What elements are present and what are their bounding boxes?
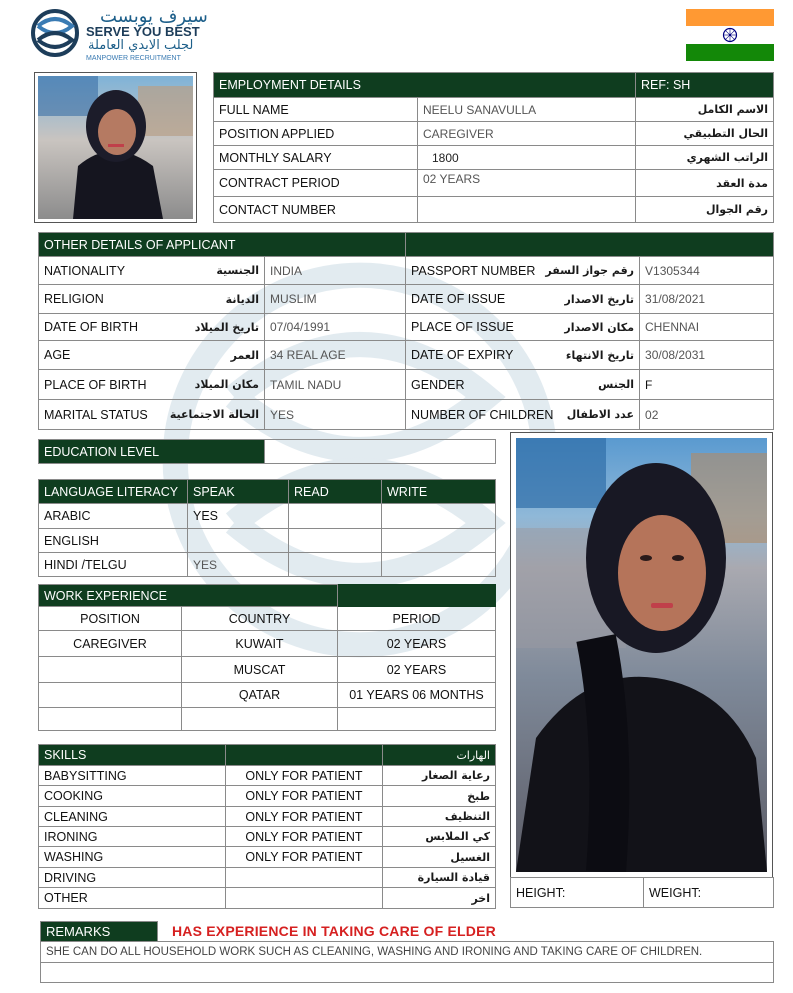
- education-label: EDUCATION LEVEL: [39, 440, 265, 464]
- applicant-photo-small: [34, 72, 197, 223]
- period-header: PERIOD: [338, 607, 496, 631]
- nationality-label: NATIONALITY: [44, 263, 126, 278]
- height-label: HEIGHT:: [511, 878, 644, 908]
- contract-value: 02 YEARS: [418, 170, 636, 197]
- contact-arabic: رقم الجوال: [636, 197, 774, 223]
- remarks-table: [40, 921, 774, 983]
- skill-name: WASHING: [39, 847, 226, 868]
- full-name-label: FULL NAME: [214, 98, 418, 122]
- place-of-issue-label: PLACE OF ISSUE: [411, 320, 514, 334]
- remarks-label: REMARKS: [41, 922, 158, 942]
- table-row: [39, 314, 774, 341]
- skill-value: ONLY FOR PATIENT: [226, 786, 383, 807]
- logo-english: SERVE YOU BEST: [86, 24, 200, 39]
- applicant-photo-large: [510, 432, 773, 878]
- contact-label: CONTACT NUMBER: [214, 197, 418, 223]
- skill-name: BABYSITTING: [39, 766, 226, 786]
- place-of-birth-arabic: مكان الميلاد: [194, 378, 259, 391]
- other-details-header-blank: [406, 233, 774, 257]
- table-row: [39, 370, 774, 400]
- table-row: [39, 827, 496, 847]
- place-of-issue-value: CHENNAI: [640, 314, 774, 341]
- language-table: [38, 479, 496, 577]
- skill-name: CLEANING: [39, 807, 226, 827]
- salary-value: 1800: [418, 146, 636, 170]
- passport-label: PASSPORT NUMBER: [411, 263, 536, 278]
- position-arabic: الحال التطبيقي: [636, 122, 774, 146]
- skill-value: [226, 888, 383, 909]
- table-row: [39, 786, 496, 807]
- age-value: 34 REAL AGE: [265, 341, 406, 370]
- employment-title: EMPLOYMENT DETAILS: [214, 73, 636, 98]
- skill-name: IRONING: [39, 827, 226, 847]
- children-value: 02: [640, 400, 774, 430]
- passport-arabic: رقم جواز السفر: [545, 264, 635, 277]
- table-row: [39, 553, 496, 577]
- table-row: [39, 888, 496, 909]
- speak-value: YES: [188, 504, 289, 529]
- table-row: [39, 341, 774, 370]
- weight-label: WEIGHT:: [644, 878, 774, 908]
- work-period: [338, 708, 496, 731]
- issue-date-arabic: تاريخ الاصدار: [564, 292, 635, 306]
- work-period: 01 YEARS 06 MONTHS: [338, 683, 496, 708]
- work-country: MUSCAT: [182, 657, 338, 683]
- full-name-value: NEELU SANAVULLA: [418, 98, 636, 122]
- table-row: [39, 657, 496, 683]
- place-of-birth-value: TAMIL NADU: [265, 370, 406, 400]
- religion-label: RELIGION: [44, 292, 104, 306]
- country-header: COUNTRY: [182, 607, 338, 631]
- language-name: ENGLISH: [39, 529, 188, 553]
- skill-arabic: الغسيل: [383, 847, 496, 868]
- logo-subtitle: MANPOWER RECRUITMENT: [86, 55, 181, 62]
- table-row: [39, 631, 496, 657]
- issue-date-label: DATE OF ISSUE: [411, 292, 506, 306]
- position-label: POSITION APPLIED: [214, 122, 418, 146]
- language-name: HINDI /TELGU: [39, 553, 188, 577]
- table-row: [39, 257, 774, 285]
- table-row: [39, 708, 496, 731]
- other-details-title: OTHER DETAILS OF APPLICANT: [39, 233, 406, 257]
- work-period: 02 YEARS: [338, 631, 496, 657]
- table-row: [39, 807, 496, 827]
- skill-value: ONLY FOR PATIENT: [226, 807, 383, 827]
- physical-table: [510, 877, 774, 908]
- skills-title: SKILLS: [39, 745, 226, 766]
- expiry-value: 30/08/2031: [640, 341, 774, 370]
- work-position: [39, 708, 182, 731]
- speak-value: YES: [188, 553, 289, 577]
- table-row: [214, 170, 774, 197]
- employment-details-table: [213, 72, 774, 223]
- read-value: [289, 504, 382, 529]
- skill-arabic: قيادة السيارة: [383, 868, 496, 888]
- speak-header: SPEAK: [188, 480, 289, 504]
- salary-arabic: الراتب الشهري: [636, 146, 774, 170]
- marital-status-value: YES: [265, 400, 406, 430]
- skills-header-blank: [226, 745, 383, 766]
- contract-arabic: مدة العقد: [636, 170, 774, 197]
- table-row: [214, 146, 774, 170]
- skill-arabic: طبخ: [383, 786, 496, 807]
- logo-arabic-top: سيرف يوبست: [100, 6, 208, 27]
- nationality-arabic: الجنسية: [216, 264, 259, 277]
- place-of-issue-arabic: مكان الاصدار: [564, 320, 635, 334]
- work-period: 02 YEARS: [338, 657, 496, 683]
- age-label: AGE: [44, 348, 71, 362]
- skill-arabic: اخر: [383, 888, 496, 909]
- skills-title-arabic: الهارات: [383, 745, 496, 766]
- table-row: [214, 122, 774, 146]
- gender-arabic: الجنس: [598, 378, 635, 391]
- education-value: [265, 440, 496, 464]
- expiry-arabic: تاريخ الانتهاء: [565, 348, 635, 362]
- skill-arabic: كي الملابس: [383, 827, 496, 847]
- language-name: ARABIC: [39, 504, 188, 529]
- marital-status-arabic: الحالة الاجتماعية: [169, 408, 259, 421]
- read-header: READ: [289, 480, 382, 504]
- speak-value: [188, 529, 289, 553]
- skill-value: ONLY FOR PATIENT: [226, 847, 383, 868]
- table-row: [39, 847, 496, 868]
- write-value: [382, 529, 496, 553]
- salary-label: MONTHLY SALARY: [214, 146, 418, 170]
- age-arabic: العمر: [230, 348, 259, 362]
- issue-date-value: 31/08/2021: [640, 285, 774, 314]
- table-row: [214, 98, 774, 122]
- position-header: POSITION: [39, 607, 182, 631]
- marital-status-label: MARITAL STATUS: [44, 407, 148, 422]
- logo-emblem-icon: [30, 8, 80, 58]
- company-logo: [30, 6, 208, 64]
- skill-value: [226, 868, 383, 888]
- work-country: [182, 708, 338, 731]
- work-position: [39, 683, 182, 708]
- gender-label: GENDER: [411, 377, 465, 392]
- remarks-blank-line: [41, 963, 774, 983]
- work-experience-title: WORK EXPERIENCE: [39, 585, 338, 607]
- dob-arabic: تاريخ الميلاد: [194, 320, 259, 334]
- education-table: [38, 439, 496, 464]
- table-row: [39, 400, 774, 430]
- read-value: [289, 553, 382, 577]
- ref-label: REF: SH: [636, 73, 774, 98]
- place-of-birth-label: PLACE OF BIRTH: [44, 377, 147, 392]
- table-row: [39, 529, 496, 553]
- table-row: [39, 285, 774, 314]
- remarks-text: SHE CAN DO ALL HOUSEHOLD WORK SUCH AS CLEANING, WASHING AND IRONING AND TAKING CARE OF CHILDREN.: [41, 942, 774, 963]
- contact-value: [418, 197, 636, 223]
- remarks-headline-cell: [158, 922, 774, 942]
- write-value: [382, 553, 496, 577]
- expiry-label: DATE OF EXPIRY: [411, 348, 514, 362]
- nationality-value: INDIA: [265, 257, 406, 285]
- dob-label: DATE OF BIRTH: [44, 320, 138, 334]
- table-row: [214, 197, 774, 223]
- skill-value: ONLY FOR PATIENT: [226, 827, 383, 847]
- work-experience-table: [38, 584, 496, 731]
- children-arabic: عدد الاطفال: [566, 408, 635, 421]
- skill-arabic: التنظيف: [383, 807, 496, 827]
- logo-arabic-bottom: لجلب الايدي العاملة: [88, 38, 194, 53]
- write-value: [382, 504, 496, 529]
- contract-label: CONTRACT PERIOD: [214, 170, 418, 197]
- religion-arabic: الديانة: [225, 292, 259, 306]
- gender-value: F: [640, 370, 774, 400]
- write-header: WRITE: [382, 480, 496, 504]
- passport-value: V1305344: [640, 257, 774, 285]
- position-value: CAREGIVER: [418, 122, 636, 146]
- table-row: [39, 766, 496, 786]
- skill-arabic: رعاية الصغار: [383, 766, 496, 786]
- india-flag-icon: [686, 9, 774, 61]
- work-header-blank: [338, 585, 496, 607]
- remarks-headline: HAS EXPERIENCE IN TAKING CARE OF ELDER: [172, 923, 496, 940]
- table-row: [39, 504, 496, 529]
- skill-name: OTHER: [39, 888, 226, 909]
- table-row: [39, 683, 496, 708]
- religion-value: MUSLIM: [265, 285, 406, 314]
- read-value: [289, 529, 382, 553]
- full-name-arabic: الاسم الكامل: [636, 98, 774, 122]
- table-row: [39, 868, 496, 888]
- skill-name: COOKING: [39, 786, 226, 807]
- children-label: NUMBER OF CHILDREN: [411, 407, 554, 422]
- dob-value: 07/04/1991: [265, 314, 406, 341]
- work-country: QATAR: [182, 683, 338, 708]
- other-details-table: [38, 232, 774, 430]
- skill-name: DRIVING: [39, 868, 226, 888]
- work-position: [39, 657, 182, 683]
- work-country: KUWAIT: [182, 631, 338, 657]
- skill-value: ONLY FOR PATIENT: [226, 766, 383, 786]
- language-header: LANGUAGE LITERACY: [39, 480, 188, 504]
- skills-table: [38, 744, 496, 909]
- work-position: CAREGIVER: [39, 631, 182, 657]
